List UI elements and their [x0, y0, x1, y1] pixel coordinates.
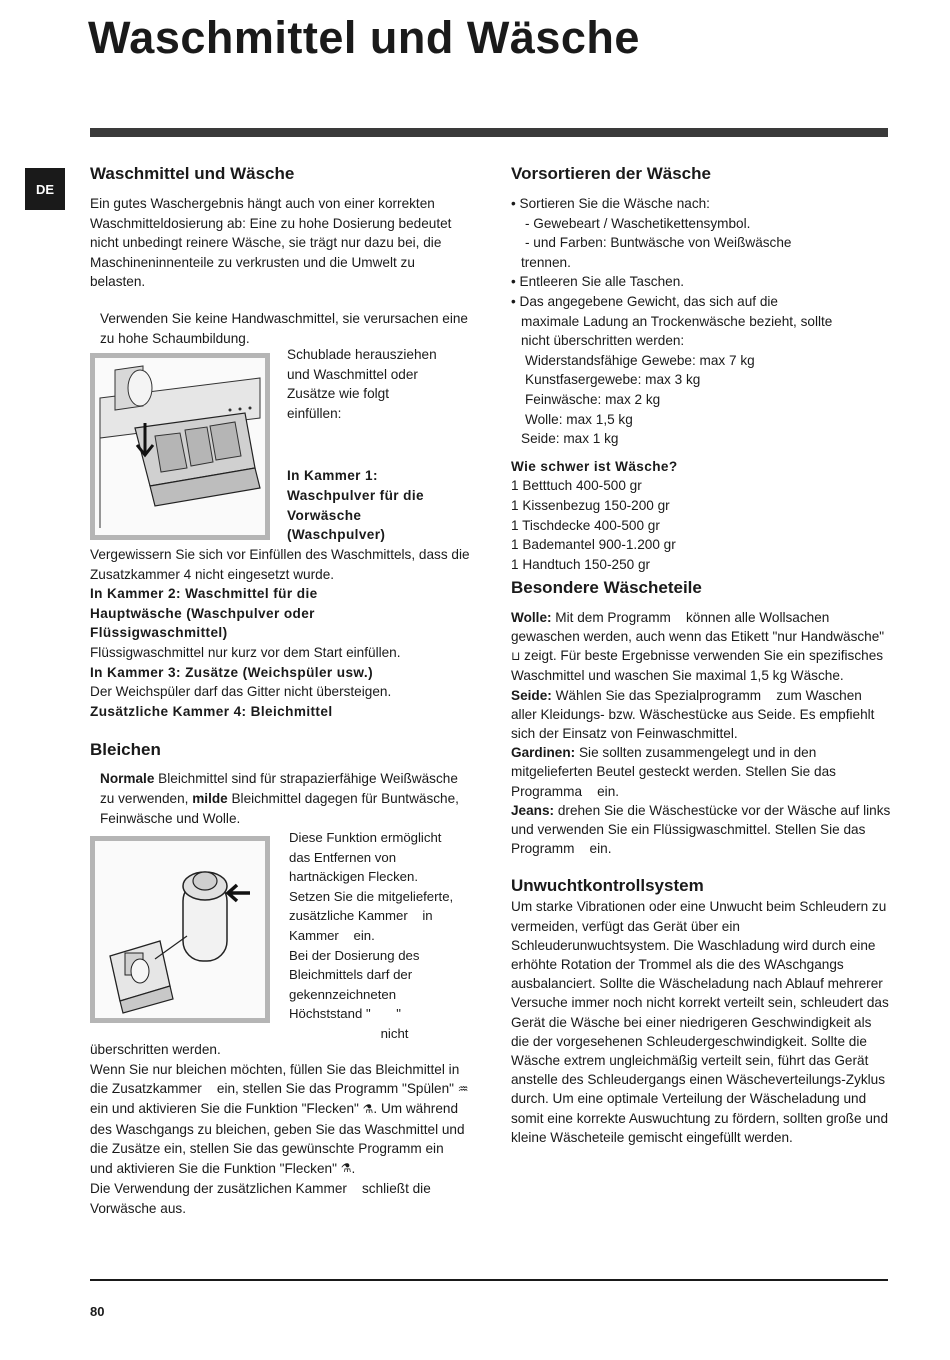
laundry-weight-item: 1 Handtuch 150-250 gr [511, 556, 651, 572]
bleach-instructions [90, 1040, 470, 1218]
stain-icon: ⚗ [340, 1161, 352, 1176]
bleach-normale-label: Normale [100, 771, 155, 787]
section-heading-gewicht: Wie schwer ist Wäsche? [511, 458, 678, 474]
page-number: 80 [90, 1304, 105, 1319]
rinse-icon: ♒ [457, 1081, 469, 1096]
bleach-function-text [289, 828, 469, 1044]
bleach-line: Diese Funktion ermöglicht [289, 830, 442, 845]
bleach-intro: Normale Bleichmittel sind für strapazierfähige Weißwäsche zu verwenden, milde Bleichmittel dagegen für Buntwäsche, Feinwäsche und Wolle. [100, 771, 459, 826]
silk-paragraph: Seide: Wählen Sie das Spezialprogramm zum Waschen aller Kleidungs- bzw. Wäschestücke aus Seide. Es empfiehlt sich der Einsatz von Feinwaschmittel. [511, 687, 879, 742]
bleach-paragraph: Wenn Sie nur bleichen möchten, füllen Sie das Bleichmittel in die Zusatzkammer ein, stellen Sie das Programm "Spülen" ♒ ein und aktivieren Sie die Funktion "Flecken" ⚗. Um während des Waschgangs zu bleichen, geben Sie das Waschmittel und die Zusätze ein, stellen Sie das gewünschte Programm ein und aktivieren Sie die Funktion "Flecken" ⚗. [90, 1060, 470, 1179]
detergent-drawer-illustration [90, 353, 270, 540]
sort-line: - und Farben: Buntwäsche von Weißwäsche [525, 235, 792, 251]
wool-paragraph: Wolle: Mit dem Programm können alle Wollsachen gewaschen werden, auch wenn das Etikett "nur Handwäsche" ⊔ zeigt. Für beste Ergebnisse verwenden Sie ein spezifisches Waschmittel und waschen Sie maximal 1,5 kg Wäsche. [511, 610, 887, 684]
laundry-weight-item: 1 Tischdecke 400-500 gr [511, 517, 660, 533]
bleach-continuation: überschritten werden. [90, 1042, 221, 1057]
section-heading-bleichen: Bleichen [90, 740, 161, 760]
page-title: Waschmittel und Wäsche [88, 12, 640, 63]
bleach-compartment-illustration [90, 836, 270, 1023]
sort-line: nicht überschritten werden: [521, 333, 685, 349]
chamber-descriptions [90, 545, 470, 828]
special-items-section [511, 577, 895, 1147]
chamber-1-line: (Waschpulver) [287, 527, 386, 543]
laundry-weight-item: 1 Betttuch 400-500 gr [511, 478, 642, 494]
sort-line: • Sortieren Sie die Wäsche nach: [511, 196, 710, 211]
chamber-1-line: In Kammer 1: [287, 468, 378, 484]
bleach-line: Setzen Sie die mitgelieferte, [289, 888, 454, 904]
laundry-weight-item: 1 Kissenbezug 150-200 gr [511, 497, 670, 513]
bleach-line: nicht [289, 1025, 409, 1041]
chamber-3-title: In Kammer 3: Zusätze (Weichspüler usw.) [90, 664, 374, 680]
left-column [90, 163, 470, 348]
drawer-instructions [287, 345, 467, 545]
bleach-line: Kammer ein. [289, 927, 375, 943]
bleach-line: Höchststand " " [289, 1006, 401, 1022]
header-rule [90, 128, 888, 137]
right-column [511, 163, 891, 574]
hand-wash-icon: ⊔ [511, 649, 521, 664]
sort-line: - Gewebeart / Waschetikettensymbol. [525, 215, 751, 231]
stain-icon: ⚗ [362, 1102, 374, 1116]
chamber-1-text: Vergewissern Sie sich vor Einfüllen des Waschmittels, dass die Zusatzkammer 4 nicht eingesetzt wurde. [90, 547, 470, 582]
chamber-1-line: Waschpulver für die [287, 487, 425, 503]
chamber-3-text: Der Weichspüler darf das Gitter nicht übersteigen. [90, 684, 392, 700]
bleach-last-paragraph: Die Verwendung der zusätzlichen Kammer schließt die Vorwäsche aus. [90, 1180, 435, 1216]
bleach-line: Bei der Dosierung des [289, 947, 420, 963]
section-heading-vorsortieren: Vorsortieren der Wäsche [511, 164, 711, 183]
section-heading-besondere: Besondere Wäscheteile [511, 578, 702, 597]
sort-line: maximale Ladung an Trockenwäsche bezieht, sollte [521, 313, 833, 329]
intro-paragraph: Ein gutes Waschergebnis hängt auch von einer korrekten Waschmitteldosierung ab: Eine zu hohe Dosierung bedeutet nicht unbedingt reinere Wäsche, sie trägt nur dazu bei, die Maschineninnenteile zu verkrusten und die Umwelt zu belasten. [90, 196, 452, 290]
sort-line: • Das angegebene Gewicht, das sich auf die [511, 293, 778, 309]
weight-line: Widerstandsfähige Gewebe: max 7 kg [525, 352, 755, 368]
jeans-paragraph: Jeans: drehen Sie die Wäschestücke vor der Wäsche auf links und verwenden Sie ein Flüssigwaschmittel. Stellen Sie das Programm ein. [511, 802, 895, 857]
sort-line: • Entleeren Sie alle Taschen. [511, 274, 685, 290]
footer-rule [90, 1279, 888, 1281]
bleach-line: zusätzliche Kammer in [289, 908, 433, 924]
language-badge: DE [25, 168, 65, 210]
warning-paragraph: Verwenden Sie keine Handwaschmittel, sie verursachen eine zu hohe Schaumbildung. [100, 310, 468, 346]
weight-line: Seide: max 1 kg [521, 431, 619, 447]
bleach-line: hartnäckigen Flecken. [289, 869, 419, 885]
balance-paragraph: Um starke Vibrationen oder eine Unwucht beim Schleudern zu vermeiden, verfügt das Gerät über ein Schleuderunwuchtsystem. Die Waschladung wird durch eine erhöhte Rotation der Trommel als die des WAschgangs ausbalanciert. Sollte die Wäscheladung nach Ablauf mehrerer Versuche immer noch nicht korrekt verteilt sein, schleudert das Gerät die Wäsche bei einer niedrigeren Geschwindigkeit als die der vorgesehenen Schleudergeschwindigkeit. Sollte die Wäsche extrem ungleichmäßig verteilt sein, führt das Gerät anstelle des Schleudergangs einen Wäscheverteilungs-Zyklus durch. Um eine optimale Verteilung der Wäscheladung und somit eine korrekte Auswuchtung zu fördern, sollten große und kleine Wäscheteile gemischt eingefüllt werden. [511, 899, 889, 1145]
bleach-line: Bleichmittels darf der [289, 967, 413, 983]
chamber-2-text: Flüssigwaschmittel nur kurz vor dem Start einfüllen. [90, 644, 401, 660]
weight-line: Kunstfasergewebe: max 3 kg [525, 372, 701, 388]
chamber-4-title: Zusätzliche Kammer 4: Bleichmittel [90, 703, 333, 719]
laundry-weight-item: 1 Bademantel 900-1.200 gr [511, 537, 676, 553]
detergent-drawer-icon [95, 358, 265, 535]
section-heading-waschmittel: Waschmittel und Wäsche [90, 164, 295, 183]
sort-line: trennen. [521, 254, 571, 270]
chamber-1-line: Vorwäsche [287, 507, 362, 523]
bleach-container-icon [95, 841, 265, 1018]
instruction-line: und Waschmittel oder [287, 366, 418, 382]
chamber-2-line: Hauptwäsche (Waschpulver oder [90, 605, 315, 621]
section-heading-unwucht: Unwuchtkontrollsystem [511, 876, 704, 896]
bleach-line: das Entfernen von [289, 849, 397, 865]
bleach-line: gekennzeichneten [289, 986, 397, 1002]
instruction-line: einfüllen: [287, 405, 342, 421]
bleach-milde-label: milde [192, 790, 228, 806]
weight-line: Feinwäsche: max 2 kg [525, 391, 661, 407]
instruction-line: Zusätze wie folgt [287, 386, 389, 402]
curtains-paragraph: Gardinen: Sie sollten zusammengelegt und in den mitgelieferten Beutel gesteckt werden. Stellen Sie das Programma ein. [511, 745, 840, 799]
chamber-2-line: In Kammer 2: Waschmittel für die [90, 586, 318, 602]
weight-line: Wolle: max 1,5 kg [525, 411, 633, 427]
chamber-2-line: Flüssigwaschmittel) [90, 625, 228, 641]
instruction-line: Schublade herausziehen [287, 347, 437, 362]
